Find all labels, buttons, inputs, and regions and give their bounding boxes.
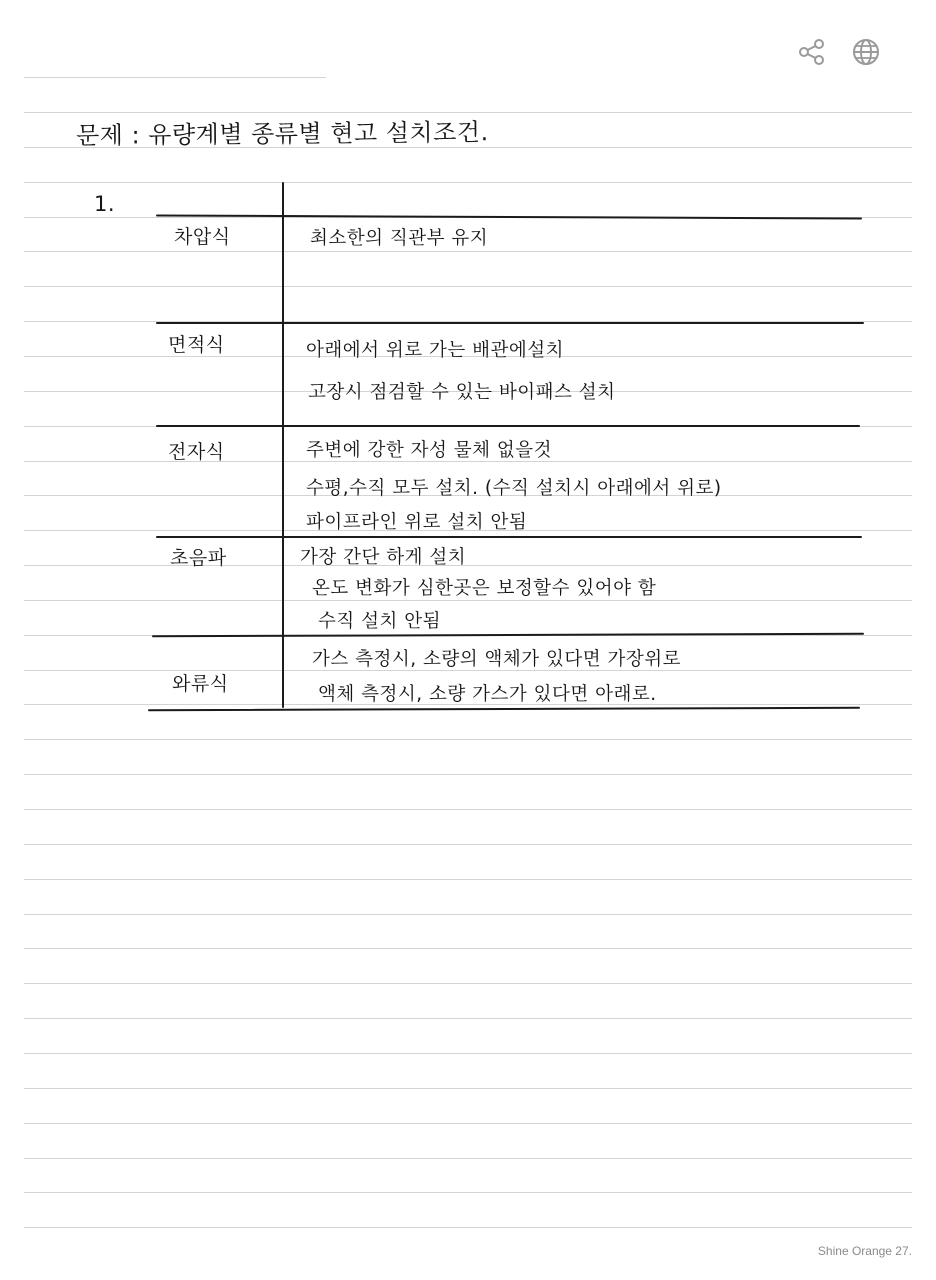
ruled-line: [24, 530, 912, 531]
share-icon[interactable]: [796, 36, 828, 68]
row-line: 파이프라인 위로 설치 안됨: [306, 512, 528, 533]
ruled-line: [24, 879, 912, 880]
row-line: 온도 변화가 심한곳은 보정할수 있어야 함: [312, 578, 657, 599]
ruled-line: [24, 1123, 912, 1124]
type-label-vortex: 와류식: [172, 673, 229, 695]
ruled-line: [24, 1192, 912, 1193]
type-label-electromagnetic: 전자식: [168, 441, 225, 463]
ruled-line: [24, 635, 912, 636]
column-divider: [282, 182, 284, 708]
row-separator: [156, 536, 862, 538]
type-label-ultrasonic: 초음파: [170, 547, 227, 569]
ruled-line: [24, 217, 912, 218]
ruled-line: [24, 461, 912, 462]
row-line: 아래에서 위로 가는 배관에설치: [306, 340, 564, 361]
brand-footer: Shine Orange 27.: [817, 1244, 912, 1258]
ruled-line: [24, 1227, 912, 1228]
ruled-line: [24, 948, 912, 949]
row-line: 가스 측정시, 소량의 액체가 있다면 가장위로: [312, 649, 681, 670]
row-line: 고장시 점검할 수 있는 바이패스 설치: [308, 382, 616, 403]
ruled-line: [24, 704, 912, 705]
ruled-line: [24, 844, 912, 845]
ruled-line: [24, 426, 912, 427]
ruled-line: [24, 1018, 912, 1019]
row-line: 주변에 강한 자성 물체 없을것: [306, 440, 552, 461]
ruled-line: [24, 391, 912, 392]
type-label-differential-pressure: 차압식: [174, 226, 231, 248]
ruled-line: [24, 983, 912, 984]
ruled-line: [24, 321, 912, 322]
item-number: 1.: [94, 192, 116, 216]
globe-icon[interactable]: [850, 36, 882, 68]
row-separator: [148, 707, 860, 711]
ruled-line: [24, 286, 912, 287]
type-label-area: 면적식: [168, 334, 225, 356]
row-line: 수직 설치 안됨: [318, 611, 441, 632]
ruled-line: [24, 914, 912, 915]
ruled-line: [24, 1158, 912, 1159]
ruled-line: [24, 495, 912, 496]
ruled-line: [24, 1053, 912, 1054]
ruled-line: [24, 565, 912, 566]
row-line: 수평,수직 모두 설치. (수직 설치시 아래에서 위로): [306, 478, 722, 499]
ruled-line: [24, 356, 912, 357]
ruled-line: [24, 182, 912, 183]
ruled-line: [24, 670, 912, 671]
row-separator: [156, 322, 864, 324]
row-line: 가장 간단 하게 설치: [300, 547, 467, 568]
ruled-line: [24, 774, 912, 775]
ruled-line: [24, 809, 912, 810]
ruled-line: [24, 251, 912, 252]
row-line: 최소한의 직관부 유지: [310, 228, 489, 249]
row-line: 액체 측정시, 소량 가스가 있다면 아래로.: [318, 684, 657, 705]
note-title: 문제 : 유량계별 종류별 현고 설치조건.: [75, 118, 489, 150]
ruled-line: [24, 739, 912, 740]
ruled-line: [24, 1088, 912, 1089]
header-divider: [24, 77, 326, 78]
ruled-line: [24, 600, 912, 601]
